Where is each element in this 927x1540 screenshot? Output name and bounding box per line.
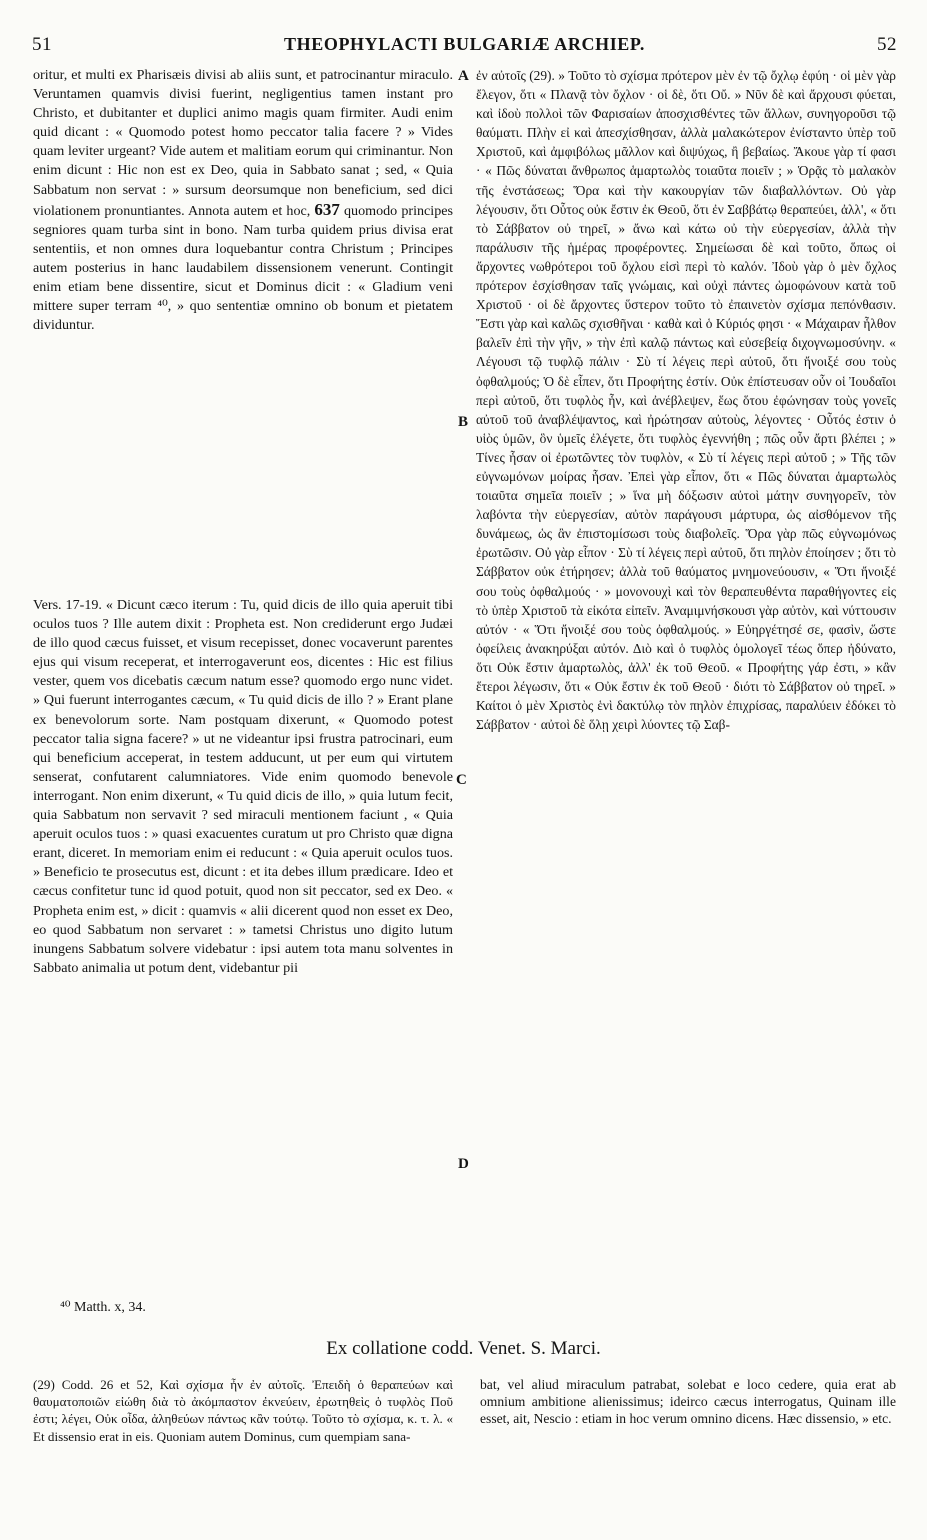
margin-marker-a: A <box>458 68 469 84</box>
margin-marker-c: C <box>456 772 467 788</box>
latin-paragraph-1 <box>33 66 453 550</box>
greek-text: ἐν αὐτοῖς (29). » Τοῦτο τὸ σχίσμα πρότερον μὲν ἐν τῷ ὄχλῳ ἐφύη · οἱ μὲν γὰρ ἔλεγον, ὅτι « Πλανᾷ τὸν ὄχλον · οἱ δὲ, ὅτι Οὔ. » Νῦν δὲ καὶ ἄρχουσι φύεται, καὶ ἰδοὺ πολλοὶ τῶν Φαρισαίων ἀποσχισθέντες τῶν ἄλλων, συνηγοροῦσι τῷ θαύματι. Πλὴν εἰ καὶ ἀπεσχίσθησαν, ἀλλὰ μαλακώτερον ἐνίσταντο ὑπὲρ τοῦ Χριστοῦ, καὶ ἀμφιβόλως μᾶλλον καὶ διψύχως, ἢ βεβαίως. Ἄκουε γὰρ τί φασι · « Πῶς δύναται ἄνθρωπος ἁμαρτωλὸς τοιαῦτα ποιεῖν ; » Ὁρᾷς τὸ μαλακὸν τῆς ἐνστάσεως; Ὅρα καὶ τὴν κακουργίαν τῶν διαβαλλόντων. Οὐ γὰρ λέγουσιν, ὅτι Οὗτος οὐκ ἔστιν ἐκ Θεοῦ, ὅτι ἐν Σαββάτῳ θεραπεύει, ἀλλ', « ὅτι τὸ Σάββατον οὐ τηρεῖ, » ἄνω καὶ κάτω οὐ τὴν εὐεργεσίαν, ἀλλὰ τὴν παράλυσιν τῆς ἡμέρας προφέροντες. Σημείωσαι δὲ καὶ τοῦτο, ὅπως οἱ ἄρχοντες νωθρότεροι τοῦ ὄχλου εἰσὶ περὶ τὸ καλόν. Ἰδοὺ γὰρ ὁ μὲν ὄχλος πρότερον ἐσχίσθησαν ταῖς γνώμαις, καὶ οὐχὶ πάντες ὡμοφώνουν κατὰ τοῦ Χριστοῦ · οἱ δὲ ἄρχοντες ὕστερον τοῦτο τὸ ἐπαινετὸν σχίσμα πεπόνθασιν. Ἔστι γὰρ καὶ καλῶς σχισθῆναι · καθὰ καὶ ὁ Κύριός φησι · « Μάχαιραν ἦλθον βαλεῖν ἐπὶ τὴν γῆν, » τὴν ἐπὶ καλῷ πάντως καὶ εὐσεβείᾳ διχογνωμοσύνην. « Λέγουσι τῷ τυφλῷ πάλιν · Σὺ τί λέγεις περὶ αὐτοῦ, ὅτι ἤνοιξέ σου τοὺς ὀφθαλμούς; Ὁ δὲ εἶπεν, ὅτι Προφήτης ἐστίν. Οὐκ ἐπίστευσαν οὖν οἱ Ἰουδαῖοι περὶ αὐτοῦ, ὅτι τυφλὸς ἦν, καὶ ἀνέβλεψεν, ἕως ὅτου ἐφώνησαν τοὺς γονεῖς αὐτοῦ τοῦ ἀναβλέψαντος, καὶ ἠρώτησαν αὐτοὺς, λέγοντες · Οὗτός ἐστιν ὁ υἱὸς ὑμῶν, ὃν ὑμεῖς ἐλέγετε, ὅτι τυφλὸς ἐγεννήθη ; πῶς οὖν ἄρτι βλέπει ; » Τίνες ἦσαν οἱ ἐρωτῶντες τὸν τυφλὸν, « Σὺ τί λέγεις περὶ αὐτοῦ ; » Τῆς τῶν εὐγνωμόνων μοίρας ἦσαν. Ἐπεὶ γὰρ εἶπον, ὅτι « Πῶς δύναται ἁμαρτωλὸς τοιαῦτα σημεῖα ποιεῖν ; » ἵνα μὴ δόξωσιν αὐτοὶ μάτην συνηγορεῖν, τὸν λαβόντα τὴν εὐεργεσίαν, αὐτὸν παράγουσι μάρτυρα, ὡς αἰσθόμενον τῆς δυνάμεως, ὡς ἂν ἐπιστομίσωσι τοὺς διαβολεῖς. Ὅρα γὰρ πῶς εὐγνωμόνως ἐρωτῶσιν. Οὐ γὰρ εἶπον · Σὺ τί λέγεις περὶ αὐτοῦ, ὅτι πηλὸν ἐποίησεν ; ὅτι τὸ Σάββατον οὐκ ἐτήρησεν; ἀλλὰ τοῦ θαύματος μνημονεύουσιν, « Ὅτι ἤνοιξέ σου τοὺς ὀφθαλμούς · » μονονουχὶ καὶ τὸν θεραπευθέντα παραθήγοντες εἰς τὸ ὑπὲρ Χριστοῦ τὰ εἰκότα εἰπεῖν. Ἀναμιμνήσκουσι γὰρ αὐτὸν, καὶ νύττουσιν αὐτόν · « Ὅτι ἤνοιξέ σου τοὺς ὀφθαλμούς. » Εὐηργέτησέ σε, φασὶν, ὥστε ὀφείλεις ἀνακηρύξαι αὐτόν. Διὸ καὶ ὁ τυφλὸς ὁμολογεῖ τέως ὅπερ ἠδύνατο, ὅτι Οὐκ ἔστιν ἁμαρτωλὸς, ἀλλ' ἐκ τοῦ Θεοῦ. « Προφήτης γάρ ἐστι, » κἂν ἕτεροι λέγωσιν, ὅτι « Οὐκ ἔστιν ἐκ τοῦ Θεοῦ · διότι τὸ Σάββατον οὐ τηρεῖ. » Καίτοι ὁ μὲν Χριστὸς ἑνὶ δακτύλῳ τὸν πηλὸν ἐπιχρίσας, παραλύειν ἐδόκει τὸ Σάββατον · αὐτοὶ δὲ ὅλῃ χειρὶ λύοντες τῷ Σαβ- <box>476 68 896 733</box>
running-header <box>32 34 897 60</box>
latin-text-part-1: oritur, et multi ex Pharisæis divisi ab aliis sunt, et patrocinantur miraculo. Veruntamen quamvis divisi fuerint, negligentius tamen instant pro Christo, et dubitanter et duplici animo magis quam firmiter. Audi enim quid dicant : « Quomodo potest homo peccator talia facere ? » Vides quam leviter urgeant? Vide autem et malitiam eorum qui criminantur. Non enim dicunt : Hic non est ex Deo, quia in Sabbato sanat ; sed, « Quia Sabbatum non servat : » sursum deorsumque non beneficium, sed dici violationem pronuntiantes. Annota autem et hoc, <box>33 67 453 219</box>
running-title: THEOPHYLACTI BULGARIÆ ARCHIEP. <box>284 34 645 54</box>
greek-column <box>476 66 896 734</box>
variant-note-right <box>480 1376 896 1428</box>
latin-paragraph-2: Vers. 17-19. « Dicunt cæco iterum : Tu, quid dicis de illo quia aperuit tibi oculos tuos ? Ille autem dixit : Propheta est. Non crediderunt ergo Judæi de illo quod cæcus fuisset, et visum recepisset, donec vocaverunt parentes ejus qui visum receperat, et interrogaverunt eos, dicentes : Hic est filius vester, quem vos dicebatis cæcum natum esse? quomodo ergo nunc videt. » Qui fuerunt interrogantes cæcum, « Tu quid dicis de illo ? » Erant plane ex benevolorum sorte. Nam postquam dixerunt, « Quomodo potest peccator talia signa facere? » ut ne videantur ipsi frustra patrocinari, eum qui beneficium acceperat, in testem adducunt, ut per eum qui virtutem senserat, confutarent calumniatores. Vide enim quomodo benevole interrogant. Non enim dixerunt, « Tu quid dicis de illo, » quia lutum fecit, quia Sabbatum non servavit ? sed miraculi mentionem faciunt , « Quia aperuit oculos tuos : » quasi exacuentes curatum ut pro Christo quæ digna erant, diceret. In memoriam enim ei reducunt : « Quia aperuit oculos tuos. » Beneficio te prosecutus est, dicunt : et ita debes illum prædicare. Ideo et cæcus confitetur tunc id quod potuit, quod non sit peccator, sed ex Deo. « Propheta enim est, » dicit : quamvis « alii dicerent quod non esset ex Deo, eo quod Sabbatum non servaret : » tametsi Christus uno digito lutum inungens Sabbatum solvere videbatur : ipsi autem tota manu solventes in Sabbato animalia ut potum dent, videbantur pii <box>33 597 453 976</box>
variant-note-left-text: (29) Codd. 26 et 52, Καὶ σχίσμα ἦν ἐν αὐτοῖς. Ἐπειδὴ ὁ θεραπεύων καὶ θαυματοποιῶν εἰώθη διὰ τὸ ἀκόμπαστον ἐκνεύειν, ἐρωτηθεὶς ὁ τυφλὸς Ποῦ ἐστι; λέγει, Οὐκ οἶδα, ἀληθεύων πάντως κἂν τούτῳ. Τοῦτο τὸ σχίσμα, κ. τ. λ. « Et dissensio erat in eis. Quoniam autem Dominus, cum quempiam sana- <box>33 1377 453 1444</box>
latin-column <box>33 66 453 978</box>
column-number: 637 <box>314 199 340 219</box>
right-page-number: 52 <box>877 34 897 55</box>
variant-note-left <box>33 1376 453 1445</box>
latin-text-part-2: quomodo principes segniores quam turba sint in bono. Nam turba quidem prius divisa erat sententiis, et non omnes dura loquebantur contra Christum ; Principes autem posterius in hanc laudabilem dissensionem venerunt. Contingit enim etiam bene dissentire, sicut et Dominus dicit : « Gladium veni mittere super terram ⁴⁰, » quo sententiæ omnino ob bonum et pietatem dividuntur. <box>33 202 453 334</box>
footnote-40: ⁴⁰ Matth. x, 34. <box>60 1300 146 1315</box>
section-title: Ex collatione codd. Venet. S. Marci. <box>326 1338 601 1359</box>
left-page-number: 51 <box>32 34 52 55</box>
margin-marker-b: B <box>458 414 469 430</box>
margin-marker-d: D <box>458 1156 469 1172</box>
variant-note-right-text: bat, vel aliud miraculum patrabat, solebat e loco cedere, quia erat ab omnium ambitione alienissimus; ideirco cæcus interrogatus, Quinam ille esset, ait, Nescio : etiam in hoc verum omnino dicens. Hæc dissensio, » etc. <box>480 1377 896 1427</box>
